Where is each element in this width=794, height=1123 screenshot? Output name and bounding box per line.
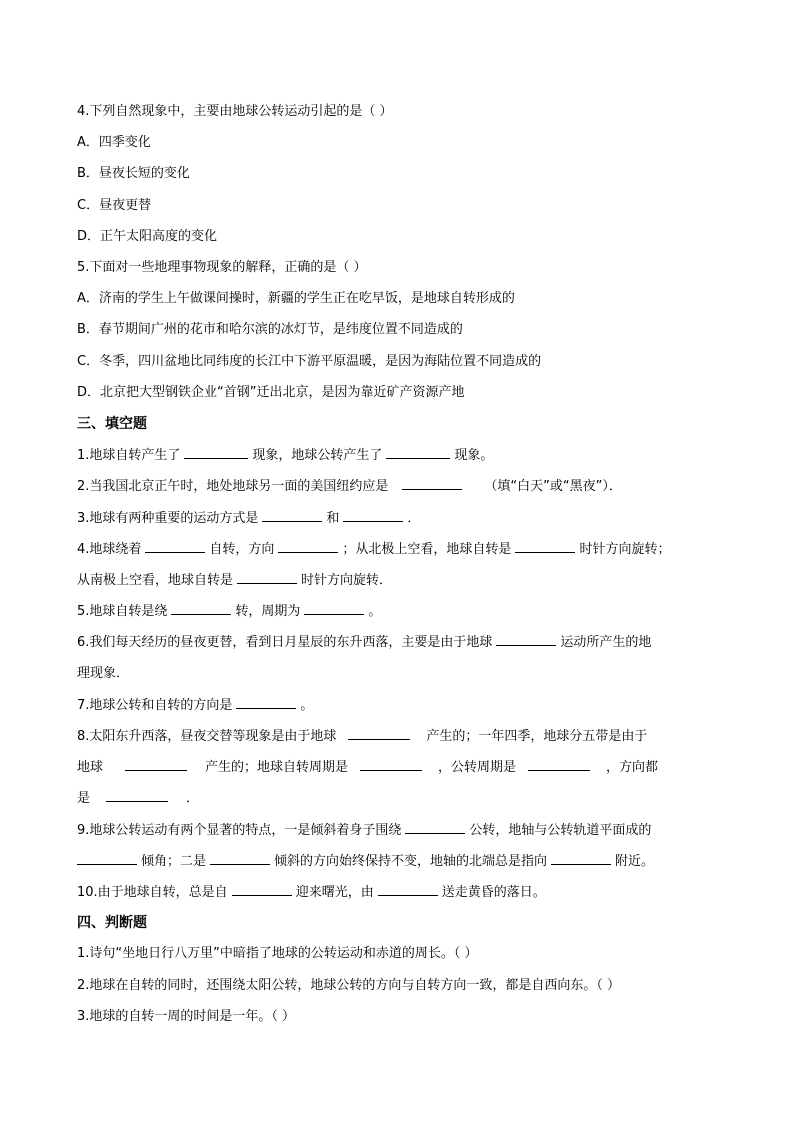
section-3-heading: 三、填空题 <box>77 416 147 432</box>
question-5-stem: 5.下面对一些地理事物现象的解释，正确的是（ ） <box>77 260 367 275</box>
judge-question-3: 3.地球的自转一周的时间是一年。（ ） <box>77 1009 296 1024</box>
fill-question-1: 1.地球自转产生了 现象，地球公转产生了 现象。 <box>77 445 734 466</box>
question-4-stem: 4.下列自然现象中，主要由地球公转运动引起的是（ ） <box>77 104 393 119</box>
answer-blank[interactable] <box>237 570 297 584</box>
answer-blank[interactable] <box>125 757 187 771</box>
fill-question-9-cont: 倾角；二是 倾斜的方向始终保持不变，地轴的北端总是指向 附近。 <box>77 851 734 872</box>
answer-blank[interactable] <box>171 601 231 615</box>
fill-question-6: 6.我们每天经历的昼夜更替，看到日月星辰的东升西落，主要是由于地球 运动所产生的地 <box>77 632 734 653</box>
fill-question-2: 2.当我国北京正午时，地处地球另一面的美国纽约应是 （填“白天”或“黑夜”）． <box>77 476 734 497</box>
answer-blank[interactable] <box>378 882 438 896</box>
answer-blank[interactable] <box>528 757 590 771</box>
fill-question-8-cont-2: 是 ． <box>77 788 734 809</box>
answer-blank[interactable] <box>145 539 205 553</box>
question-5-option-b: B．春节期间广州的花市和哈尔滨的冰灯节，是纬度位置不同造成的 <box>77 322 463 337</box>
answer-blank[interactable] <box>386 445 450 459</box>
answer-blank[interactable] <box>402 476 462 490</box>
fill-question-3: 3.地球有两种重要的运动方式是 和 ． <box>77 508 734 529</box>
question-4-option-d: D．正午太阳高度的变化 <box>77 229 218 244</box>
fill-question-7: 7.地球公转和自转的方向是 。 <box>77 695 734 716</box>
fill-question-6-cont: 理现象． <box>77 666 130 681</box>
answer-blank[interactable] <box>278 539 338 553</box>
answer-blank[interactable] <box>343 508 403 522</box>
fill-question-4-cont: 从南极上空看，地球自转是 时针方向旋转． <box>77 570 734 591</box>
answer-blank[interactable] <box>77 851 137 865</box>
question-4-option-a: A．四季变化 <box>77 135 151 150</box>
answer-blank[interactable] <box>551 851 611 865</box>
answer-blank[interactable] <box>304 601 364 615</box>
answer-blank[interactable] <box>210 851 270 865</box>
fill-question-9: 9.地球公转运动有两个显著的特点，一是倾斜着身子围绕 公转，地轴与公转轨道平面成的 <box>77 820 734 841</box>
answer-blank[interactable] <box>184 445 248 459</box>
judge-question-1: 1.诗句“坐地日行八万里”中暗指了地球的公转运动和赤道的周长。（ ） <box>77 946 478 961</box>
fill-question-5: 5.地球自转是绕 转，周期为 。 <box>77 601 734 622</box>
answer-blank[interactable] <box>232 882 292 896</box>
answer-blank[interactable] <box>106 788 168 802</box>
answer-blank[interactable] <box>236 695 296 709</box>
question-5-option-c: C．冬季，四川盆地比同纬度的长江中下游平原温暖，是因为海陆位置不同造成的 <box>77 354 542 369</box>
answer-blank[interactable] <box>360 757 422 771</box>
answer-blank[interactable] <box>515 539 575 553</box>
answer-blank[interactable] <box>496 632 556 646</box>
question-5-option-d: D．北京把大型钢铁企业“首钢”迁出北京，是因为靠近矿产资源产地 <box>77 385 465 400</box>
answer-blank[interactable] <box>262 508 322 522</box>
section-4-heading: 四、判断题 <box>77 915 147 931</box>
answer-blank[interactable] <box>405 820 465 834</box>
question-4-option-b: B．昼夜长短的变化 <box>77 166 190 181</box>
question-5-option-a: A．济南的学生上午做课间操时，新疆的学生正在吃早饭，是地球自转形成的 <box>77 291 515 306</box>
fill-question-8: 8.太阳东升西落，昼夜交替等现象是由于地球 产生的；一年四季，地球分五带是由于 <box>77 726 734 747</box>
fill-question-8-cont: 地球 产生的；地球自转周期是 ，公转周期是 ，方向都 <box>77 757 734 778</box>
fill-question-10: 10.由于地球自转，总是自 迎来曙光，由 送走黄昏的落日。 <box>77 882 734 903</box>
judge-question-2: 2.地球在自转的同时，还围绕太阳公转，地球公转的方向与自转方向一致，都是自西向东。（ ） <box>77 978 621 993</box>
question-4-option-c: C．昼夜更替 <box>77 198 152 213</box>
fill-question-4: 4.地球绕着 自转，方向 ；从北极上空看，地球自转是 时针方向旋转； <box>77 539 734 560</box>
answer-blank[interactable] <box>348 726 410 740</box>
